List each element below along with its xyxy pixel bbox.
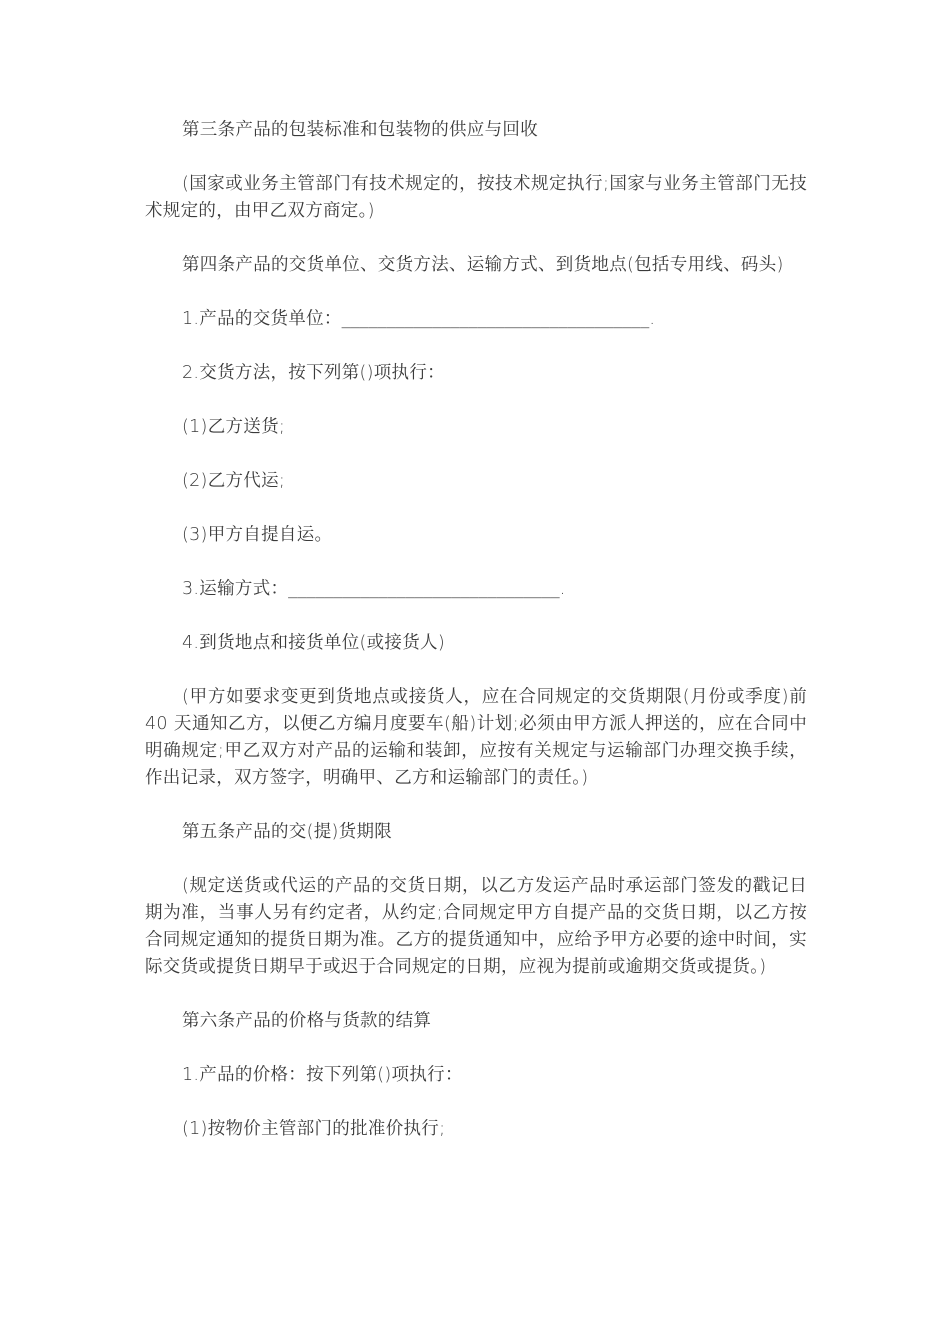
price-option-1: (1)按物价主管部门的批准价执行;	[182, 1119, 446, 1139]
delivery-option-3: (3)甲方自提自运。	[182, 525, 333, 545]
article-5-heading: 第五条产品的交(提)货期限	[182, 822, 393, 842]
delivery-option-2: (2)乙方代运;	[182, 471, 286, 491]
article-6-heading: 第六条产品的价格与货款的结算	[182, 1011, 432, 1031]
price-clause: 1.产品的价格：按下列第()项执行：	[182, 1065, 463, 1085]
article-4-heading: 第四条产品的交货单位、交货方法、运输方式、到货地点(包括专用线、码头)	[182, 255, 784, 275]
delivery-unit-field: 1.产品的交货单位：__________________________________.	[182, 309, 656, 329]
arrival-change-note: (甲方如要求变更到货地点或接货人，应在合同规定的交货期限(月份或季度)前 40 天通知乙方，以便乙方编月度要车(船)计划;必须由甲方派人押送的，应在合同中明确规定;甲乙双方对产品的运输和装卸，应按有关规定与运输部门办理交换手续，作出记录，双方签字，明确甲、乙方和运输部门的责任。)	[145, 687, 807, 788]
transport-method-field: 3.运输方式：______________________________.	[182, 579, 566, 599]
article-3-note: (国家或业务主管部门有技术规定的，按技术规定执行;国家与业务主管部门无技术规定的，由甲乙双方商定。)	[145, 174, 807, 221]
document-page	[145, 117, 807, 1170]
article-5-note: (规定送货或代运的产品的交货日期，以乙方发运产品时承运部门签发的戳记日期为准，当事人另有约定者，从约定;合同规定甲方自提产品的交货日期，以乙方按合同规定通知的提货日期为准。乙方的提货通知中，应给予甲方必要的途中时间，实际交货或提货日期早于或迟于合同规定的日期，应视为提前或逾期交货或提货。)	[145, 876, 807, 977]
delivery-method-clause: 2.交货方法，按下列第()项执行：	[182, 363, 445, 383]
arrival-location-clause: 4.到货地点和接货单位(或接货人)	[182, 633, 445, 653]
delivery-option-1: (1)乙方送货;	[182, 417, 286, 437]
article-3-heading: 第三条产品的包装标准和包装物的供应与回收	[182, 120, 538, 140]
